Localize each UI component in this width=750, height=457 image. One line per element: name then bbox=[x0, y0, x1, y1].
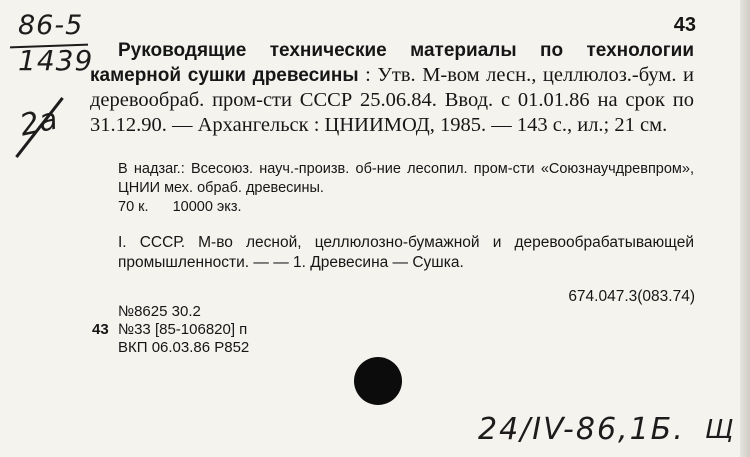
handwritten-mark: 2a bbox=[16, 101, 61, 144]
handwritten-cipher-top: 86-5 bbox=[18, 10, 84, 41]
registry-text: №8625 30.2 bbox=[118, 303, 201, 320]
registry-line bbox=[92, 339, 249, 357]
page-number: 43 bbox=[673, 14, 696, 36]
card-edge bbox=[740, 0, 750, 457]
punch-hole bbox=[354, 357, 402, 405]
registry-text: №33 [85-106820] п bbox=[118, 321, 248, 338]
registry-line bbox=[92, 303, 249, 321]
print-info bbox=[118, 199, 262, 215]
registry-block bbox=[92, 303, 249, 357]
entry-body: : Утв. М-вом лесн., целлюлоз.-бум. и деревообраб. пром-сти СССР 25.06.84. Ввод. с 01.01.86 на срок по 31.12.90. — Архангельск : ЦНИИМОД, 1985. — 143 с., ил.; 21 см. bbox=[90, 64, 695, 136]
udc-code: 674.047.3(083.74) bbox=[568, 288, 695, 305]
print-run: 10000 экз. bbox=[172, 199, 242, 215]
registry-text: ВКП 06.03.86 Р852 bbox=[118, 339, 250, 356]
handwritten-date: 24/IV-86,1Б. bbox=[478, 412, 685, 447]
registry-line bbox=[92, 321, 249, 339]
subject-headings bbox=[118, 233, 694, 272]
registry-lead: 43 bbox=[92, 321, 109, 338]
note-text: В надзаг.: Всесоюз. науч.-произв. об-ние лесопил. пром-сти «Союзнаучдревпром», ЦНИИ мех. обраб. древесины. bbox=[118, 161, 694, 196]
copies: 70 к. bbox=[118, 199, 149, 215]
handwritten-initials: Щ bbox=[705, 415, 734, 445]
entry-title: Руководящие технические материалы по технологии камерной сушки древесины bbox=[90, 40, 694, 86]
subjects-text: I. СССР. М-во лесной, целлюлозно-бумажной и деревообрабатывающей промышленности. — — 1. Древесина — Сушка. bbox=[118, 234, 694, 271]
entry-note bbox=[118, 160, 694, 198]
handwritten-cipher-bottom: 1439 bbox=[18, 44, 94, 77]
bibliographic-entry bbox=[90, 38, 694, 138]
